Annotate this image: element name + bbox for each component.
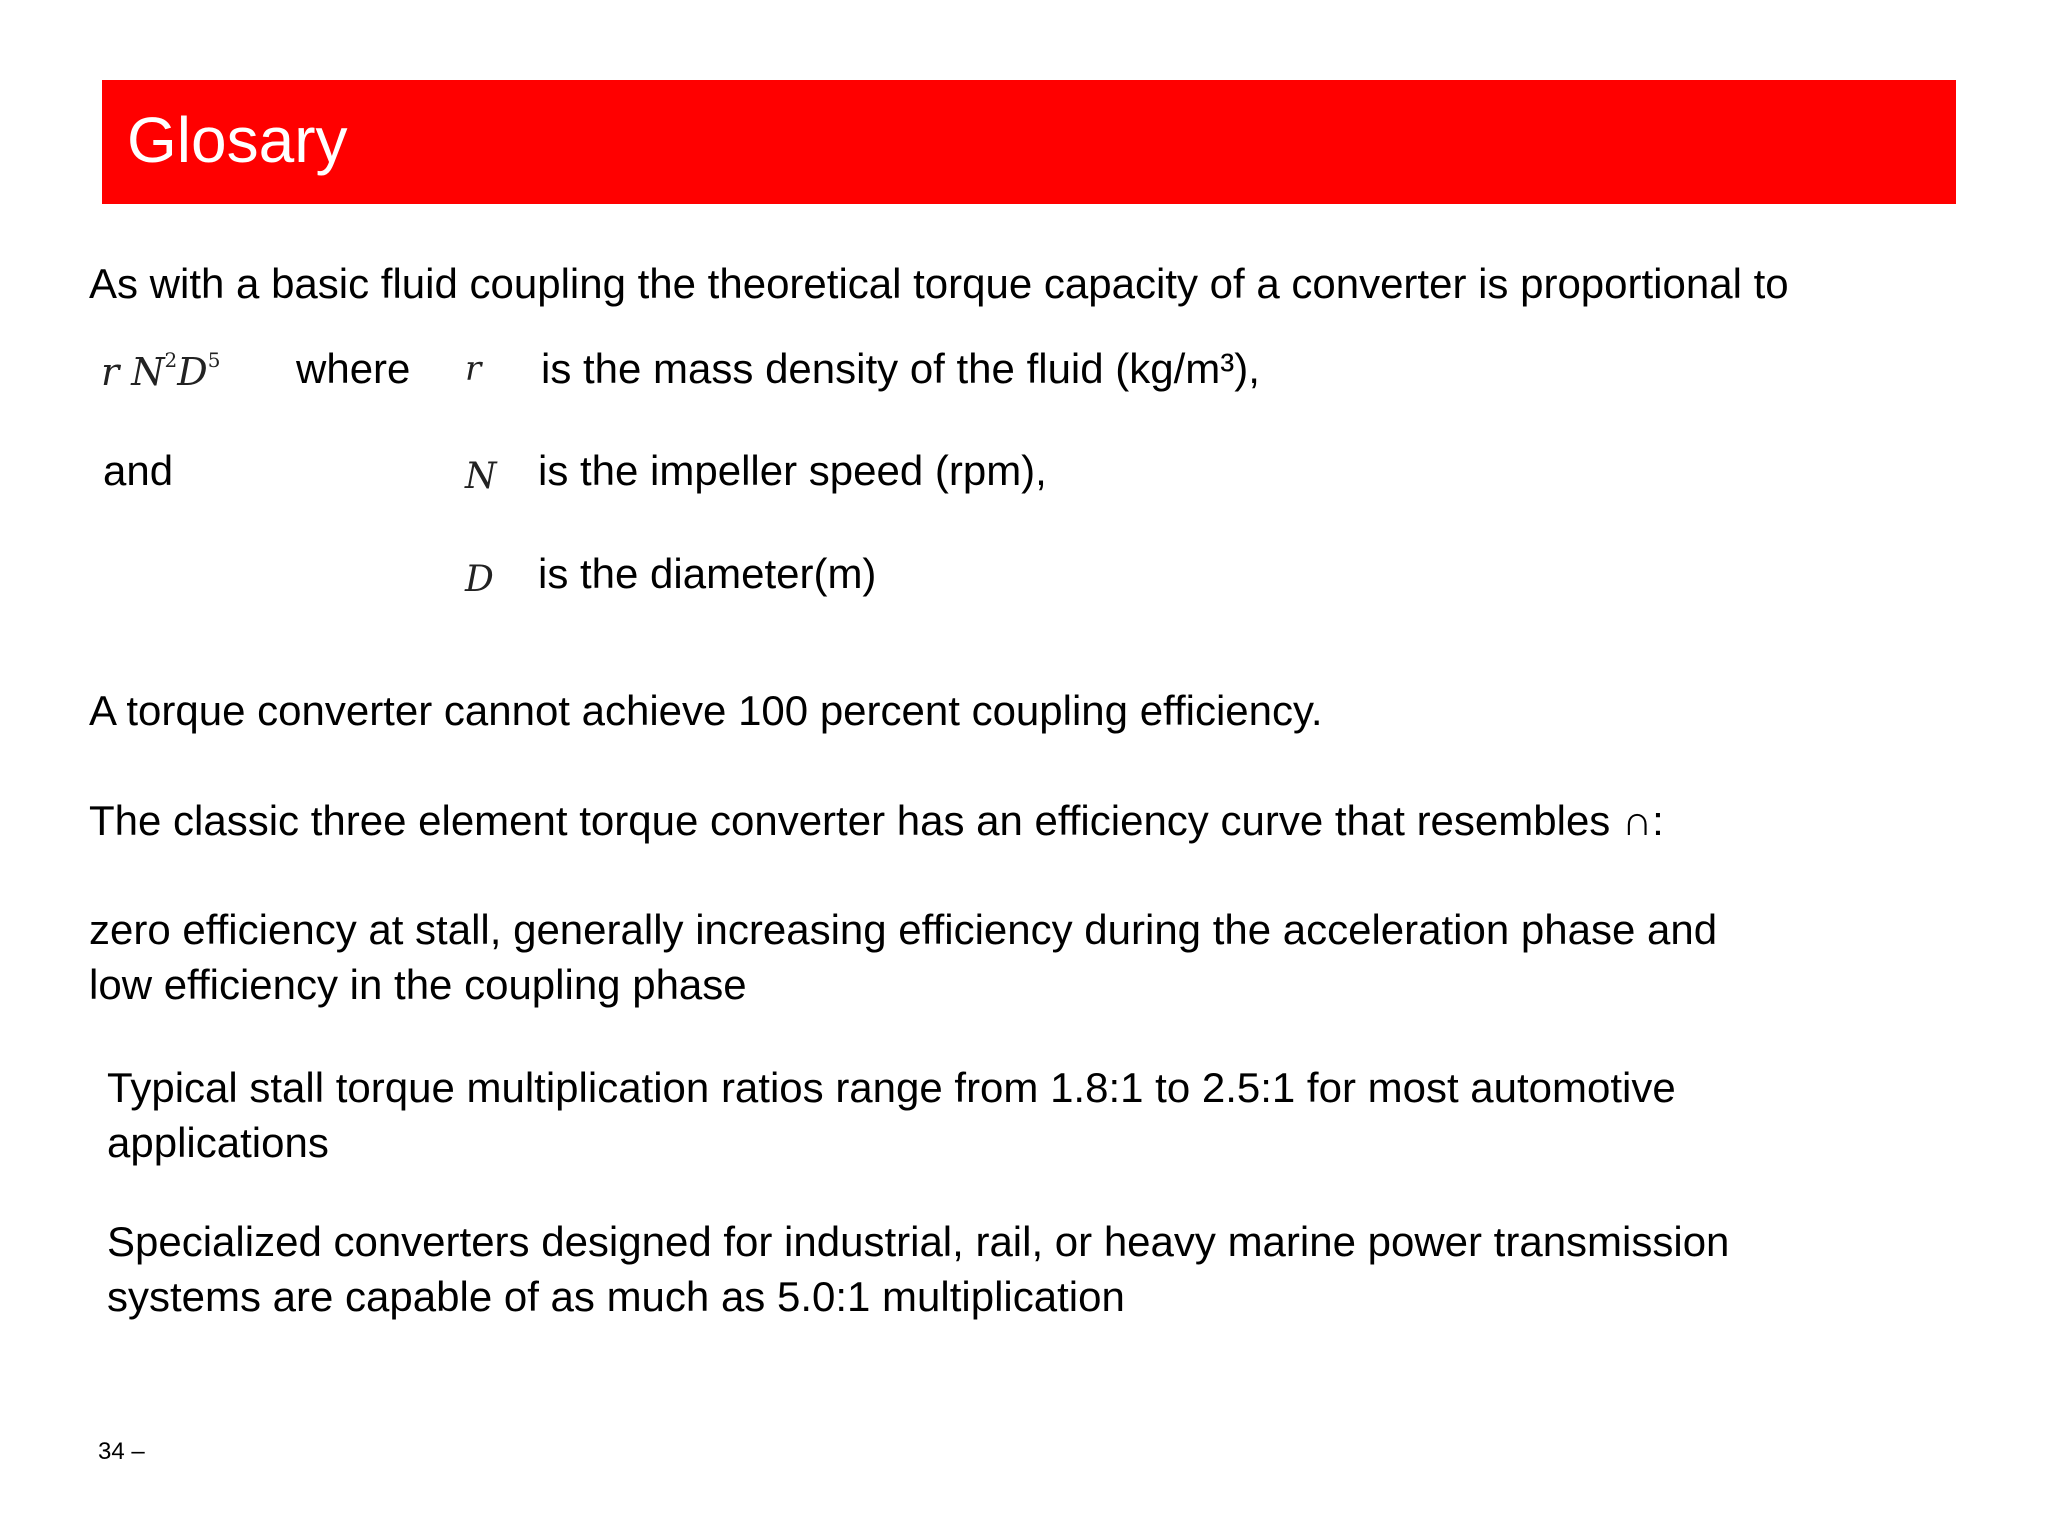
- phases-paragraph-line-2: low efficiency in the coupling phase: [89, 961, 747, 1008]
- formula-d-exponent: 5: [207, 348, 221, 372]
- symbol-r: r: [465, 349, 482, 389]
- definition-diameter: is the diameter(m): [538, 550, 877, 597]
- page-title: Glosary: [127, 104, 348, 176]
- efficiency-paragraph: A torque converter cannot achieve 100 percent coupling efficiency.: [89, 687, 1323, 734]
- intro-text: As with a basic fluid coupling the theoretical torque capacity of a converter is proportional to: [89, 260, 1789, 307]
- formula-n-exponent: 2: [164, 348, 178, 372]
- definition-density: is the mass density of the fluid (kg/m³),: [541, 345, 1260, 392]
- title-bar: [102, 80, 1956, 204]
- page-number: 34 –: [98, 1438, 145, 1465]
- curve-paragraph: The classic three element torque converter has an efficiency curve that resembles ∩:: [89, 797, 1664, 844]
- formula-r-n2-d5: [101, 348, 221, 394]
- formula-r: r: [101, 350, 120, 394]
- and-label: and: [103, 447, 174, 494]
- formula-d: D: [177, 350, 208, 394]
- where-label: where: [296, 345, 411, 392]
- specialized-line-1: Specialized converters designed for industrial, rail, or heavy marine power transmission: [107, 1218, 1730, 1265]
- phases-paragraph-line-1: zero efficiency at stall, generally increasing efficiency during the acceleration phase and: [89, 906, 1718, 953]
- typical-ratio-line-2: applications: [107, 1119, 329, 1166]
- symbol-d: D: [465, 559, 494, 600]
- typical-ratio-line-1: Typical stall torque multiplication ratios range from 1.8:1 to 2.5:1 for most automotive: [107, 1064, 1676, 1111]
- symbol-n: N: [465, 456, 497, 497]
- formula-n: N: [131, 350, 165, 394]
- definition-impeller-speed: is the impeller speed (rpm),: [538, 447, 1047, 494]
- specialized-line-2: systems are capable of as much as 5.0:1 multiplication: [107, 1273, 1125, 1320]
